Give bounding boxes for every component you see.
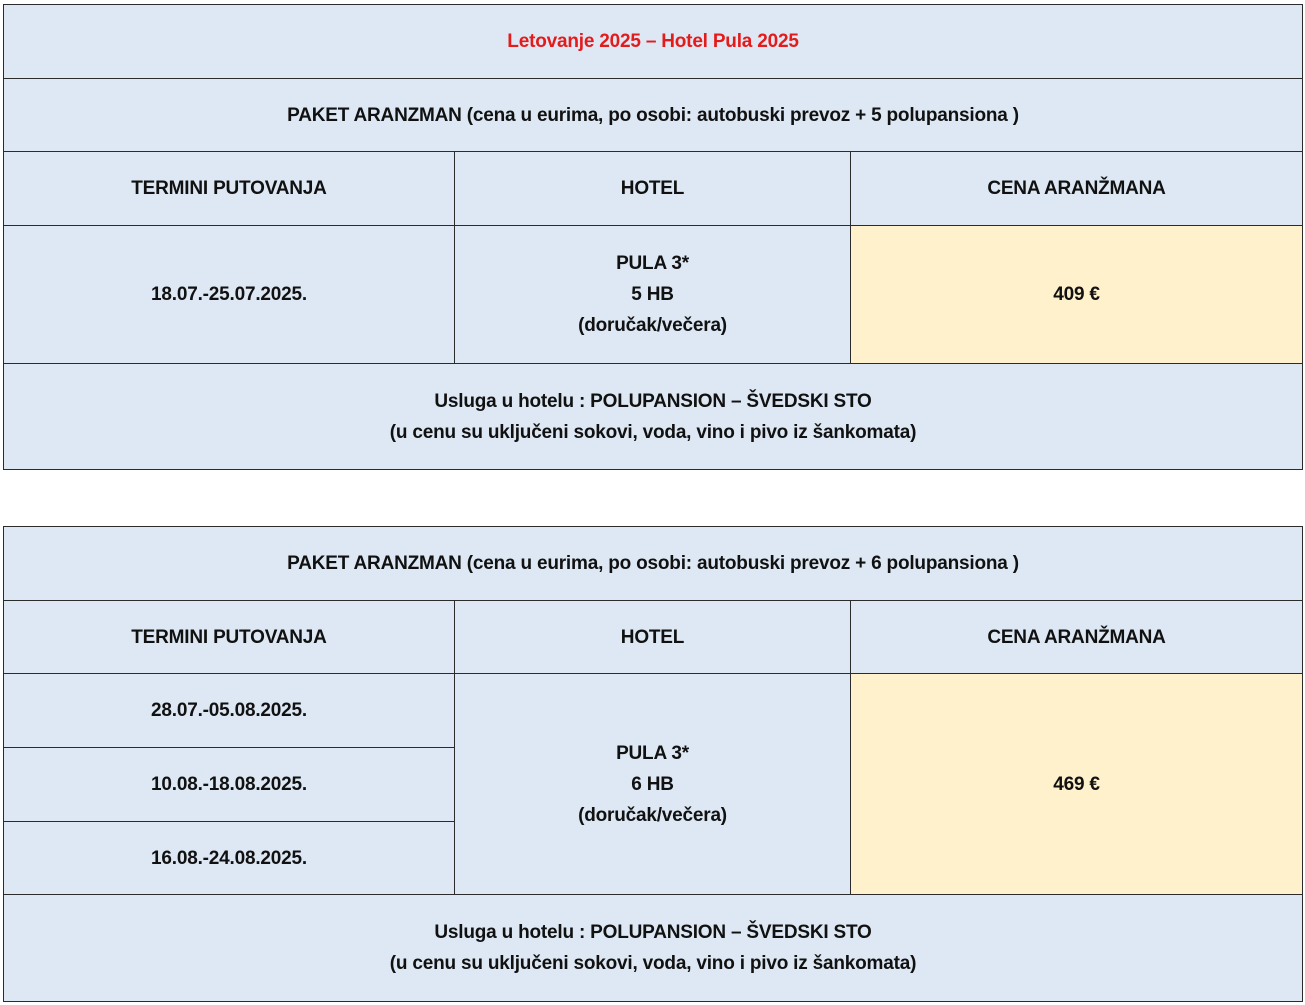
hotel-name: PULA 3* — [616, 253, 689, 274]
title-cell — [4, 5, 1303, 79]
travel-date: 28.07.-05.08.2025. — [4, 674, 455, 748]
package-price: 469 € — [851, 674, 1303, 895]
travel-date: 16.08.-24.08.2025. — [4, 822, 455, 895]
service-line-2: (u cenu su uključeni sokovi, voda, vino i pivo iz šankomata) — [389, 953, 917, 974]
price-table-6hb — [3, 526, 1303, 1002]
hotel-info — [455, 226, 851, 364]
header-travel-dates: TERMINI PUTOVANJA — [4, 152, 455, 226]
header-travel-dates: TERMINI PUTOVANJA — [4, 601, 455, 674]
hotel-board: 5 HB — [631, 284, 674, 305]
hotel-meals: (doručak/večera) — [578, 804, 727, 826]
service-info — [4, 364, 1303, 470]
package-description: PAKET ARANZMAN (cena u eurima, po osobi: autobuski prevoz + 5 polupansiona ) — [4, 79, 1303, 152]
header-hotel: HOTEL — [455, 152, 851, 226]
hotel-board: 6 HB — [631, 773, 674, 795]
package-price: 409 € — [851, 226, 1303, 364]
travel-date: 18.07.-25.07.2025. — [4, 226, 455, 364]
hotel-name: PULA 3* — [616, 742, 689, 764]
price-table-5hb — [3, 4, 1303, 470]
service-line-1: Usluga u hotelu : POLUPANSION – ŠVEDSKI STO — [434, 922, 872, 943]
service-info — [4, 895, 1303, 1002]
service-line-2: (u cenu su uključeni sokovi, voda, vino i pivo iz šankomata) — [389, 421, 917, 443]
hotel-info — [455, 674, 851, 895]
service-line-1: Usluga u hotelu : POLUPANSION – ŠVEDSKI STO — [434, 390, 872, 412]
header-price: CENA ARANŽMANA — [851, 152, 1303, 226]
travel-date: 10.08.-18.08.2025. — [4, 748, 455, 822]
hotel-meals: (doručak/večera) — [578, 315, 727, 336]
page-title: Letovanje 2025 – Hotel Pula 2025 — [507, 31, 799, 52]
header-price: CENA ARANŽMANA — [851, 601, 1303, 674]
header-hotel: HOTEL — [455, 601, 851, 674]
package-description: PAKET ARANZMAN (cena u eurima, po osobi: autobuski prevoz + 6 polupansiona ) — [4, 527, 1303, 601]
